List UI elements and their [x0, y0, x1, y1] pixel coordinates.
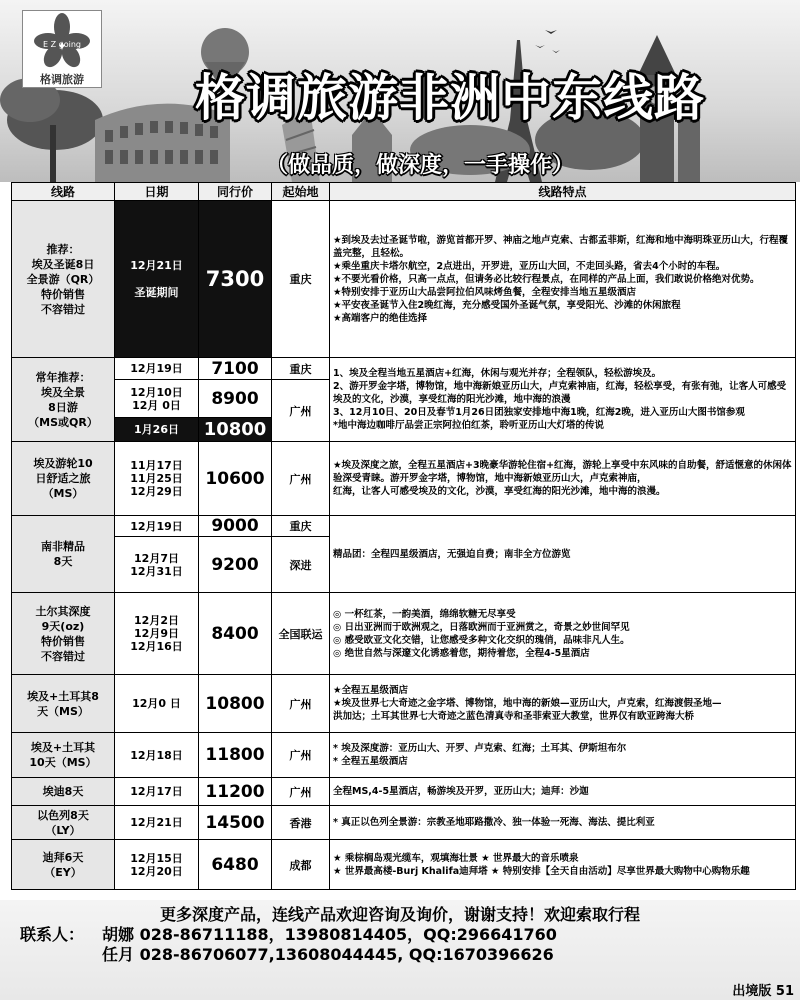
- departure-dates: 12月19日: [115, 358, 199, 380]
- price: 8400: [199, 593, 272, 675]
- price: 10600: [199, 442, 272, 516]
- price: 14500: [199, 806, 272, 840]
- table-row: [12, 778, 796, 806]
- price: 10800: [199, 418, 272, 442]
- table-header-row: [12, 183, 796, 201]
- route-name: 南非精品 8天: [12, 516, 115, 593]
- route-name: 埃及游轮10 日舒适之旅 （MS）: [12, 442, 115, 516]
- price: 10800: [199, 675, 272, 733]
- page-number: 出境版 51: [732, 984, 794, 999]
- table-row: [12, 733, 796, 778]
- origin-city: 全国联运: [272, 593, 330, 675]
- column-header-price: 同行价: [199, 183, 272, 201]
- route-name: 推荐： 埃及圣诞8日 全景游（QR） 特价销售 不容错过: [12, 201, 115, 358]
- route-features: 精品团：全程四星级酒店，无强迫自费；南非全方位游览: [330, 516, 796, 593]
- table-row: [12, 675, 796, 733]
- departure-dates: 12月21日 圣诞期间: [115, 201, 199, 358]
- route-features: ★到埃及去过圣诞节啦，游览首都开罗、神庙之地卢克索、古都孟菲斯，红海和地中海明珠亚历山大，行程覆盖完整，且轻松。 ★乘坐重庆卡塔尔航空，2点进出，开罗进，亚历山大回，不走回头路，省去4个小时的车程。 ★不要光看价格，只高一点点，但请务必比较行程景点，在同样的产品上面，我们敢说价格绝对优势。 ★特别安排于亚历山大品尝阿拉伯风味烤鱼餐，全程安排当地五星级酒店 ★平安夜圣诞节入住2晚红海，充分感受国外圣诞气氛，享受阳光、沙滩的休闲旅程 ★高端客户的绝佳选择: [330, 201, 796, 358]
- table-row: [12, 442, 796, 516]
- brand-logo: [22, 10, 102, 88]
- contact-info-1: 胡娜 028-86711188，13980814405，QQ:296641760: [102, 925, 557, 944]
- price: 8900: [199, 380, 272, 418]
- origin-city: 重庆: [272, 358, 330, 380]
- route-features: ◎ 一杯红茶，一韵美酒，绵绵软糖无尽享受 ◎ 日出亚洲而于欧洲观之，日落欧洲而于亚洲赏之，奇景之妙世间罕见 ◎ 感受欧亚文化交错，让您感受多种文化交织的瑰俏，品味非凡人生。 ◎ 绝世自然与深邃文化诱惑着您，期待着您，全程4-5星酒店: [330, 593, 796, 675]
- departure-dates: 12月10日 12月 0日: [115, 380, 199, 418]
- table-row: [12, 593, 796, 675]
- promo-text: 更多深度产品，连线产品欢迎咨询及询价，谢谢支持！欢迎索取行程: [159, 905, 640, 924]
- contact-info-2: 任月 028-86706077,13608044445, QQ:1670396626: [102, 945, 554, 964]
- table-row: [12, 806, 796, 840]
- origin-city: 广州: [272, 442, 330, 516]
- origin-city: 深进: [272, 537, 330, 593]
- table-row: [12, 358, 796, 380]
- route-name: 埃及+土耳其 10天（MS）: [12, 733, 115, 778]
- price: 9200: [199, 537, 272, 593]
- price: 11800: [199, 733, 272, 778]
- departure-dates: 12月19日: [115, 516, 199, 537]
- route-name: 埃迪8天: [12, 778, 115, 806]
- route-name: 埃及+土耳其8 天（MS）: [12, 675, 115, 733]
- page-title: 格调旅游非洲中东线路: [195, 69, 705, 127]
- route-features: 1、埃及全程当地五星酒店+红海，休闲与观光并存；全程领队，轻松游埃及。 2、游开罗金字塔，博物馆，地中海新娘亚历山大，卢克索神庙，红海，轻松享受，有张有弛，让客人可感受埃及的文化，沙漠，享受红海的阳光沙滩，地中海的浪漫 3、12月10日、20日及春节1月26日团独家安排地中海1晚，红海2晚，进入亚历山大图书馆参观 *地中海边咖啡厅品尝正宗阿拉伯红茶，聆听亚历山大灯塔的传说: [330, 358, 796, 442]
- table-row: [12, 840, 796, 890]
- column-header-origin: 起始地: [272, 183, 330, 201]
- route-name: 常年推荐： 埃及全景 8日游 （MS或QR）: [12, 358, 115, 442]
- departure-dates: 12月7日 12月31日: [115, 537, 199, 593]
- origin-city: 广州: [272, 778, 330, 806]
- route-features: * 真正以色列全景游：宗教圣地耶路撒冷、独一体验一死海、海法、提比利亚: [330, 806, 796, 840]
- origin-city: 广州: [272, 675, 330, 733]
- origin-city: 广州: [272, 380, 330, 442]
- column-header-route: 线路: [12, 183, 115, 201]
- departure-dates: 12月2日 12月9日 12月16日: [115, 593, 199, 675]
- route-features: ★ 乘棕榈岛观光缆车，观填海壮景 ★ 世界最大的音乐喷泉 ★ 世界最高楼-Burj Khalifa迪拜塔 ★ 特别安排【全天自由活动】尽享世界最大购物中心购物乐趣: [330, 840, 796, 890]
- route-features: ★埃及深度之旅，全程五星酒店+3晚豪华游轮住宿+红海，游轮上享受中东风味的自助餐，舒适惬意的休闲体验深受青睐。游开罗金字塔，博物馆，地中海新娘亚历山大，卢克索神庙， 红海，让客人可感受埃及的文化，沙漠，享受红海的阳光沙滩，地中海的浪漫。: [330, 442, 796, 516]
- table-row: [12, 201, 796, 358]
- route-name: 迪拜6天 （EY）: [12, 840, 115, 890]
- flower-logo-icon: [23, 11, 101, 71]
- origin-city: 广州: [272, 733, 330, 778]
- svg-text:E Z going: E Z going: [43, 40, 81, 49]
- price: 6480: [199, 840, 272, 890]
- route-features: 全程MS,4-5星酒店，畅游埃及开罗，亚历山大；迪拜：沙迦: [330, 778, 796, 806]
- price: 9000: [199, 516, 272, 537]
- contact-label: 联系人：: [20, 925, 85, 944]
- page-subtitle: （做品质，做深度，一手操作）: [265, 153, 574, 178]
- departure-dates: 1月26日: [115, 418, 199, 442]
- departure-dates: 12月17日: [115, 778, 199, 806]
- origin-city: 成都: [272, 840, 330, 890]
- route-name: 土尔其深度 9天(oz) 特价销售 不容错过: [12, 593, 115, 675]
- departure-dates: 12月15日 12月20日: [115, 840, 199, 890]
- departure-dates: 12月21日: [115, 806, 199, 840]
- column-header-features: 线路特点: [330, 183, 796, 201]
- origin-city: 重庆: [272, 516, 330, 537]
- route-features: ★全程五星级酒店 ★埃及世界七大奇迹之金字塔、博物馆，地中海的新娘—亚历山大，卢克索，红海渡假圣地— 洪加达；土耳其世界七大奇迹之蓝色清真寺和圣菲索亚大教堂，世界仅有欧亚跨海大桥: [330, 675, 796, 733]
- price: 11200: [199, 778, 272, 806]
- departure-dates: 12月0 日: [115, 675, 199, 733]
- logo-text: 格调旅游: [40, 73, 84, 86]
- origin-city: 香港: [272, 806, 330, 840]
- contact-line-2: [102, 942, 554, 965]
- column-header-date: 日期: [115, 183, 199, 201]
- header-banner: [0, 0, 800, 182]
- price: 7300: [199, 201, 272, 358]
- origin-city: 重庆: [272, 201, 330, 358]
- price: 7100: [199, 358, 272, 380]
- route-features: * 埃及深度游：亚历山大、开罗、卢克索、红海；土耳其、伊斯坦布尔 * 全程五星级酒店: [330, 733, 796, 778]
- departure-dates: 12月18日: [115, 733, 199, 778]
- routes-table: [11, 182, 796, 890]
- table-row: [12, 516, 796, 537]
- route-name: 以色列8天 （LY）: [12, 806, 115, 840]
- departure-dates: 11月17日 11月25日 12月29日: [115, 442, 199, 516]
